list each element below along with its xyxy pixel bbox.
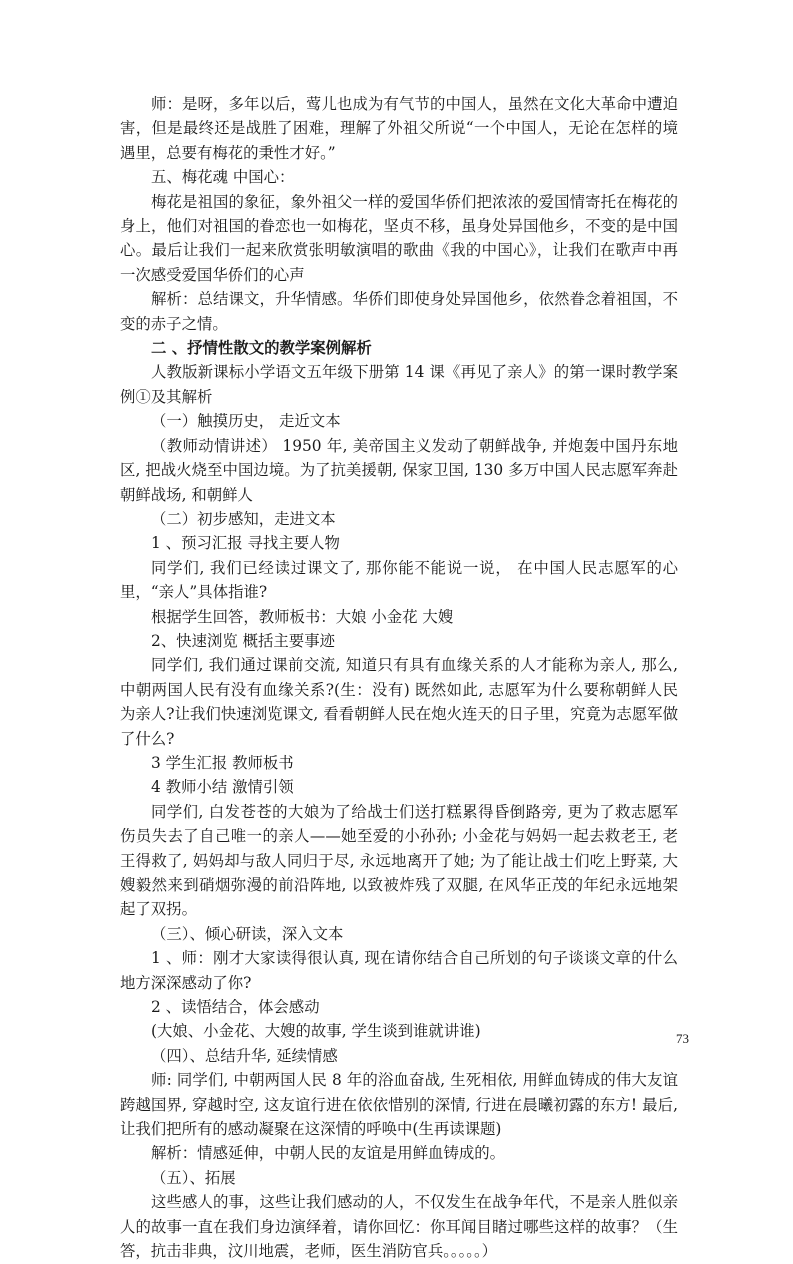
paragraph: 根据学生回答，教师板书：大娘 小金花 大嫂 <box>151 607 454 626</box>
paragraph: 1 、预习汇报 寻找主要人物 <box>151 534 340 553</box>
section-heading: 二 、抒情性散文的教学案例解析 <box>151 339 372 358</box>
paragraph: 梅花是祖国的象征，象外祖父一样的爱国华侨们把浓浓的爱国情寄托在梅花的身上，他们对祖国的眷恋也一如梅花，坚贞不移，虽身处异国他乡，不变的是中国心。最后让我们一起来欣赏张明敏演唱的歌曲《我的中国心》，让我们在歌声中再一次感受爱国华侨们的心声 <box>120 192 678 284</box>
paragraph: （二）初步感知，走进文本 <box>151 509 336 528</box>
paragraph: （一）触摸历史， 走近文本 <box>151 412 341 431</box>
paragraph: 五、梅花魂 中国心： <box>151 168 295 187</box>
paragraph: （三）、倾心研读，深入文本 <box>151 924 344 943</box>
paragraph: 1 、师：刚才大家读得很认真, 现在请你结合自己所划的句子谈谈文章的什么地方深深感动了你? <box>120 949 678 992</box>
paragraph: 同学们, 白发苍苍的大娘为了给战士们送打糕累得昏倒路旁, 更为了救志愿军伤员失去了自己唯一的亲人——她至爱的小孙孙; 小金花与妈妈一起去救老王, 老王得救了, 妈妈却与敌人同归于尽, 永远地离开了她; 为了能让战士们吃上野菜, 大嫂毅然来到硝烟弥漫的前沿阵地, 以致被炸残了双腿, 在风华正茂的年纪永远地架起了双拐。 <box>120 802 678 919</box>
page-number: 73 <box>676 1031 689 1046</box>
paragraph: （五）、拓展 <box>151 1168 236 1187</box>
paragraph: 4 教师小结 激情引领 <box>151 778 294 797</box>
paragraph: （教师动情讲述） 1950 年, 美帝国主义发动了朝鲜战争, 并炮轰中国丹东地区, 把战火烧至中国边境。为了抗美援朝, 保家卫国, 130 多万中国人民志愿军奔赴朝鲜战场, 和朝鲜人 <box>120 436 678 504</box>
paragraph: 师：是呀，多年以后，莺儿也成为有气节的中国人，虽然在文化大革命中遭迫害，但是最终还是战胜了困难，理解了外祖父所说“一个中国人，无论在怎样的境遇里，总要有梅花的秉性才好。” <box>120 95 678 162</box>
paragraph: 解析：总结课文，升华情感。华侨们即使身处异国他乡，依然眷念着祖国，不变的赤子之情。 <box>120 290 678 333</box>
paragraph: 这些感人的事，这些让我们感动的人，不仅发生在战争年代，不是亲人胜似亲人的故事一直在我们身边演绎着，请你回忆：你耳闻目睹过哪些这样的故事？（生答，抗击非典，汶川地震，老师，医生消防官兵。。。。。） <box>120 1193 678 1261</box>
paragraph: （四）、总结升华, 延续情感 <box>151 1046 338 1065</box>
paragraph: 同学们, 我们通过课前交流, 知道只有具有血缘关系的人才能称为亲人, 那么, 中朝两国人民有没有血缘关系?(生：没有) 既然如此, 志愿军为什么要称朝鲜人民为亲人?让我们快速浏览课文, 看看朝鲜人民在炮火连天的日子里，究竟为志愿军做了什么? <box>120 656 678 748</box>
paragraph: (大娘、小金花、大嫂的故事, 学生谈到谁就讲谁) <box>151 1022 481 1041</box>
paragraph: 2 、读悟结合，体会感动 <box>151 998 320 1017</box>
paragraph: 解析：情感延伸，中朝人民的友谊是用鲜血铸成的。 <box>151 1144 505 1163</box>
paragraph: 师: 同学们, 中朝两国人民 8 年的浴血奋战, 生死相依, 用鲜血铸成的伟大友谊跨越国界, 穿越时空, 这友谊行进在依依惜别的深情, 行进在晨曦初露的东方! 最后, 让我们把所有的感动凝聚在这深情的呼唤中(生再读课题) <box>120 1071 678 1139</box>
paragraph: 同学们, 我们已经读过课文了, 那你能不能说一说， 在中国人民志愿军的心里，“亲人”具体指谁? <box>120 558 678 602</box>
paragraph: 3 学生汇报 教师板书 <box>151 753 294 772</box>
paragraph: 人教版新课标小学语文五年级下册第 14 课《再见了亲人》的第一课时教学案例①及其解析 <box>120 363 678 406</box>
paragraph: 2、快速浏览 概括主要事迹 <box>151 631 335 650</box>
body-text <box>120 92 678 1264</box>
